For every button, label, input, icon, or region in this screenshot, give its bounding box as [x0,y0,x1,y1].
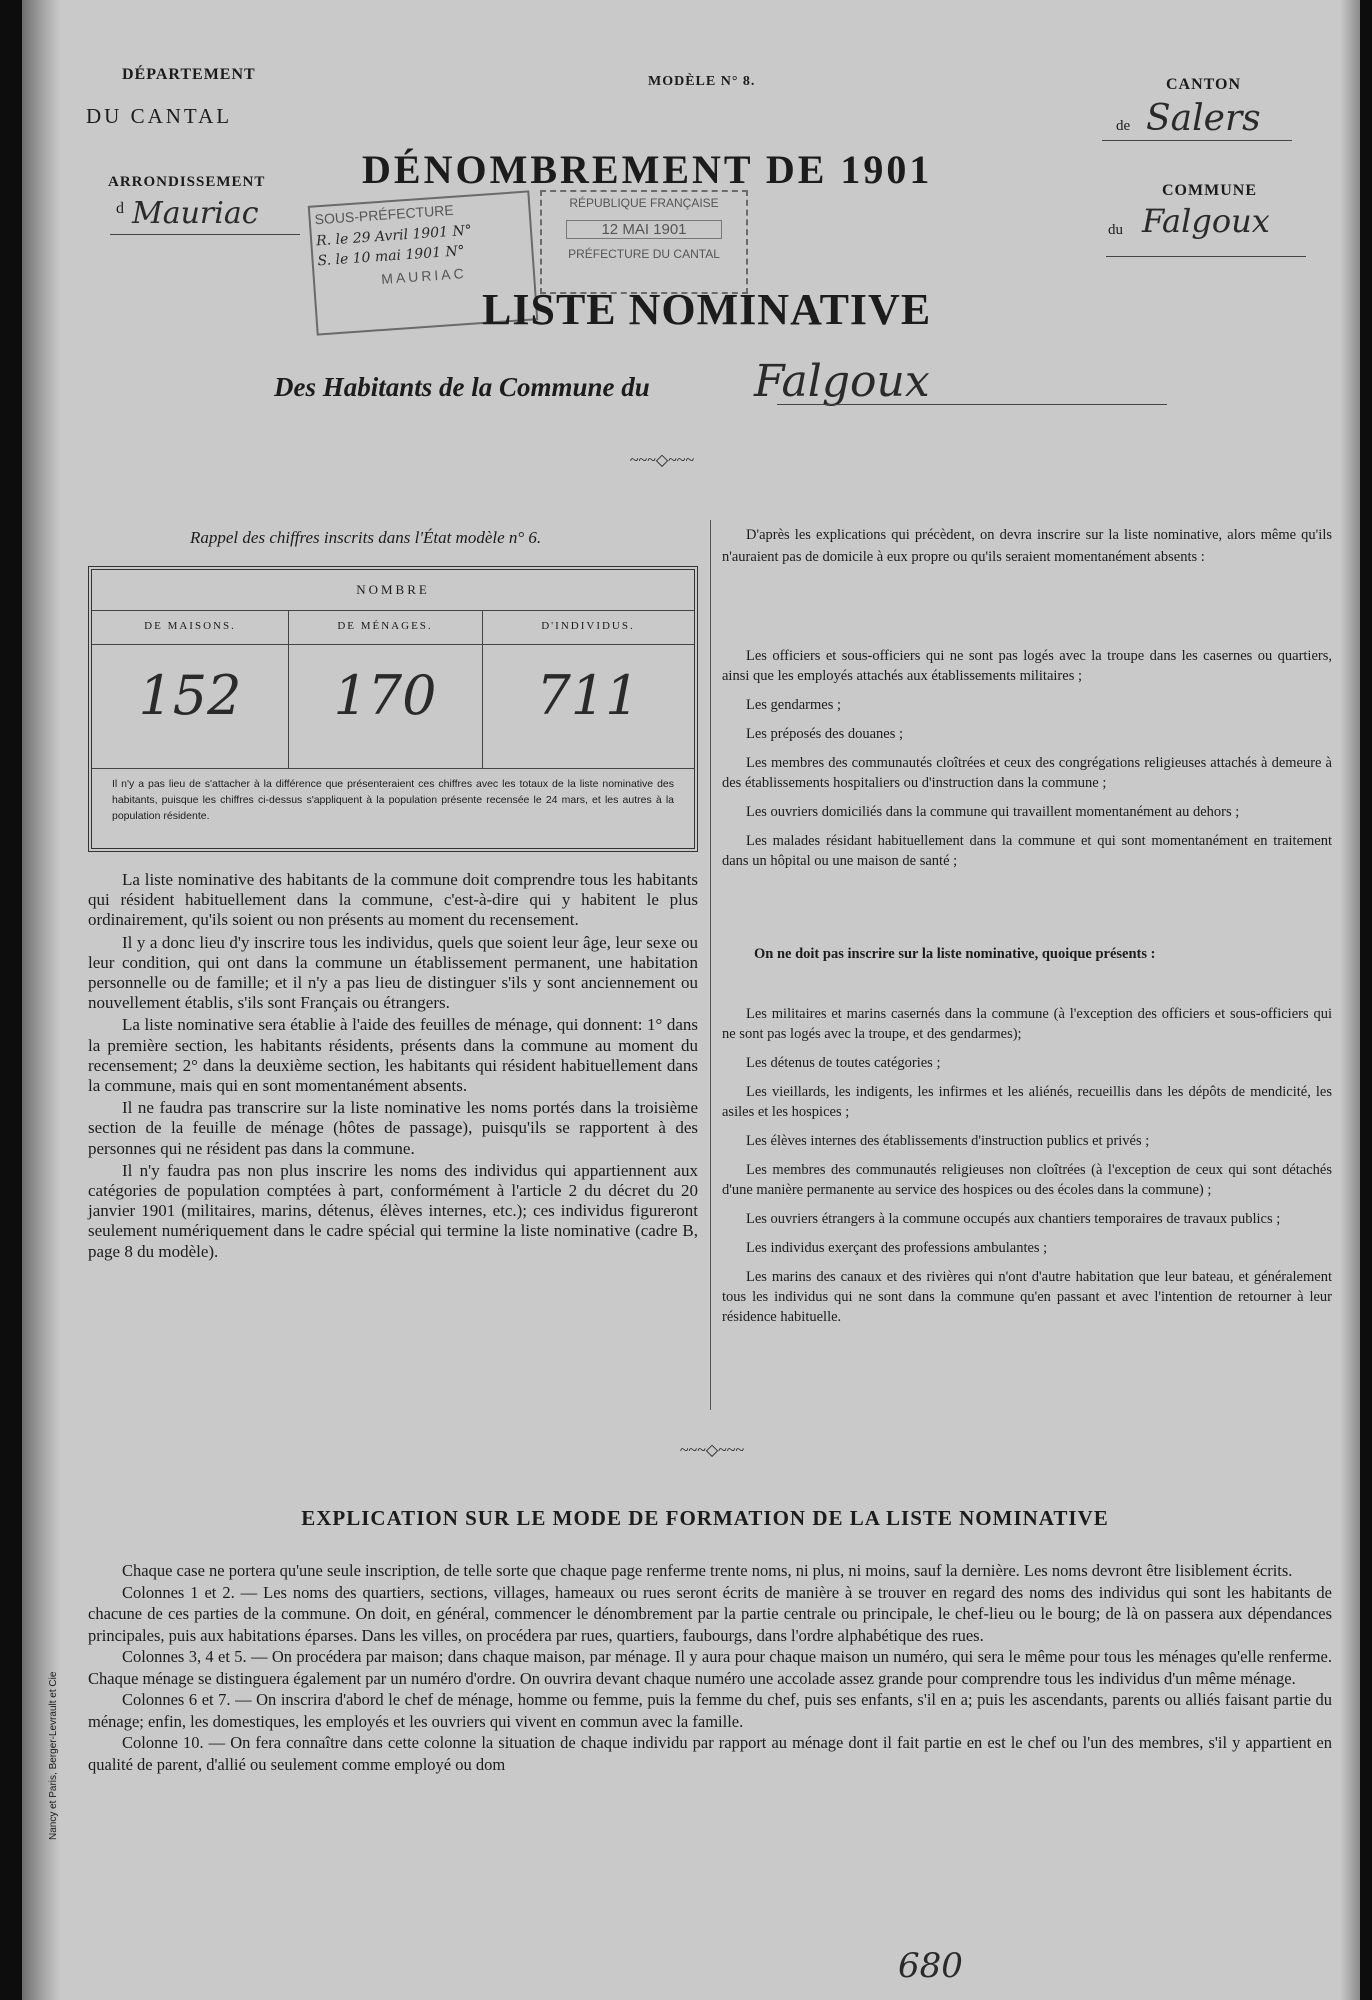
stamp-sous-prefecture-city: MAURIAC [380,265,468,287]
inscrire-list [722,646,1332,880]
printer-imprint: Nancy et Paris, Berger-Levrault et Cie [48,1671,59,1840]
arrondissement-label: ARRONDISSEMENT [108,174,266,190]
arrondissement-prefix: d [116,200,124,217]
recap-rule-3 [92,768,694,769]
recap-note: Il n'y a pas lieu de s'attacher à la différence que présenteraient ces chiffres avec les totaux de la liste nominative des habitants, puisque les chiffres ci-dessus s'appliquent à la population présente recensée le 24 mars, et les autres à la population résidente. [112,778,674,822]
exclusion-item: Les vieillards, les indigents, les infirmes et les aliénés, recueillis dans les dépôts de mendicité, les asiles et les hospices ; [722,1084,1332,1120]
recap-col-maisons: DE MAISONS. [144,620,236,632]
inscrire-item: Les malades résidant habituellement dans la commune et qui sont momentanément en traitement dans un hôpital ou une maison de santé ; [722,833,1332,869]
census-page [22,0,1360,2000]
habitants-label: Des Habitants de la Commune du [274,372,650,402]
explication-paragraph: Colonne 10. — On fera connaître dans cette colonne la situation de chaque individu par rapport au ménage dont il fait partie en est le chef ou l'un des membres, s'il y appartient en qualité de parent, d'allié ou seulement comme employé ou dom [88,1733,1332,1774]
habitants-underline [777,404,1167,405]
explication-heading: EXPLICATION SUR LE MODE DE FORMATION DE LA LISTE NOMINATIVE [301,1506,1109,1530]
inscrire-item: Les préposés des douanes ; [746,726,904,742]
exclusion-item: Les marins des canaux et des rivières qui n'ont d'autre habitation que leur bateau, et généralement tous les individus qui ne sont dans la commune qu'en passant et avec l'intention de retourner à leur résidence habituelle. [722,1269,1332,1325]
page-right-edge [1340,0,1360,2000]
stamp-sous-prefecture-line2: S. le 10 mai 1901 N° [317,243,466,270]
departement-name: DU CANTAL [86,104,233,128]
recap-value-individus: 711 [536,664,640,727]
liste-nominative-title: LISTE NOMINATIVE [482,285,932,334]
inscrire-intro [722,524,1332,568]
recap-rule-2 [92,644,694,645]
instructions-paragraph: Il y a donc lieu d'y inscrire tous les individus, quels que soient leur âge, leur sexe ou leur condition, qui ont dans la commune un établissement permanent, une habitation personnelle ou de famille; et il n'y a pas lieu de distinguer s'ils y sont anciennement ou nouvellement établis, s'ils sont Français ou étrangers. [88,932,698,1013]
ornament-middle: ~~~◇~~~ [679,1442,745,1459]
ornament-top: ~~~◇~~~ [629,452,695,469]
recap-col-individus: D'INDIVIDUS. [541,620,635,632]
prefecture-stamp [540,190,748,294]
exclusion-list [722,1004,1332,1336]
exclusion-heading: On ne doit pas inscrire sur la liste nominative, quoique présents : [754,946,1156,962]
exclusion-item: Les membres des communautés religieuses non cloîtrées (à l'exception de ceux qui sont détachés d'une manière permanente au service des hospices ou des écoles dans la commune) ; [722,1162,1332,1198]
modele-label: MODÈLE N° 8. [648,74,756,89]
recap-value-menages: 170 [333,664,437,727]
exclusion-item: Les individus exerçant des professions ambulantes ; [746,1240,1048,1256]
recap-value-maisons: 152 [138,664,242,727]
exclusion-item: Les élèves internes des établissements d'instruction publics et privés ; [746,1133,1150,1149]
recap-nombre-header: NOMBRE [356,582,430,597]
rappel-caption: Rappel des chiffres inscrits dans l'État modèle n° 6. [190,528,542,547]
instructions-paragraph: Il ne faudra pas transcrire sur la liste nominative les noms portés dans la troisième section de la feuille de ménage (hôtes de passage), puisqu'ils se rapportent à des personnes qui ne résident pas dans la commune. [88,1098,698,1158]
recap-table [88,566,698,852]
arrondissement-underline [110,234,300,235]
instructions-paragraph: Il n'y faudra pas non plus inscrire les noms des individus qui appartiennent aux catégories de population comptées à part, conformément à l'article 2 du décret du 20 janvier 1901 (militaires, marins, détenus, élèves internes, etc.); ces individus figureront seulement numériquement dans le cadre spécial qui termine la liste nominative (cadre B, page 8 du modèle). [88,1160,698,1261]
stamp-prefecture-republique: RÉPUBLIQUE FRANÇAISE [569,196,719,210]
commune-label: COMMUNE [1162,182,1257,199]
stamp-sous-prefecture-title: SOUS-PRÉFECTURE [314,201,455,228]
stamp-prefecture-date: 12 MAI 1901 [566,220,722,239]
recap-rule-1 [92,610,694,611]
inscrire-item: Les ouvriers domiciliés dans la commune qui travaillent momentanément au dehors ; [746,804,1240,820]
column-divider [710,520,711,1410]
commune-underline [1106,256,1306,257]
canton-label: CANTON [1166,76,1242,93]
document-title: DÉNOMBREMENT DE 1901 [362,147,933,192]
explication-paragraph: Chaque case ne portera qu'une seule inscription, de telle sorte que chaque page renferme trente noms, ni plus, ni moins, sauf la dernière. Les noms devront être lisiblement écrits. [122,1561,1293,1580]
canton-underline [1102,140,1292,141]
habitants-commune-value: Falgoux [754,356,930,407]
commune-value: Falgoux [1142,202,1270,240]
commune-prefix: du [1108,222,1123,238]
instructions-left [88,870,698,1262]
canton-value: Salers [1146,98,1261,139]
arrondissement-value: Mauriac [132,196,259,231]
instructions-paragraph: La liste nominative des habitants de la commune doit comprendre tous les habitants qui résident habituellement dans la commune, c'est-à-dire qui y habitent le plus ordinairement, qu'ils soient ou non présents au moment du recensement. [88,870,698,930]
inscrire-item: Les membres des communautés cloîtrées et ceux des congrégations religieuses attachés à demeure à des établissements hospitaliers ou d'instruction dans la commune ; [722,755,1332,791]
exclusion-item: Les détenus de toutes catégories ; [746,1055,941,1071]
departement-label: DÉPARTEMENT [122,66,256,83]
stamp-prefecture-name: PRÉFECTURE DU CANTAL [568,247,720,261]
explication-paragraph: Colonnes 1 et 2. — Les noms des quartiers, sections, villages, hameaux ou rues seront écrits de manière à se trouver en regard des noms des individus qui sont les habitants de chacune de ces parties de la commune. On doit, en général, commencer le dénombrement par la partie centrale ou principale, le chef-lieu ou le bourg; de là on passera aux dépendances principales, puis aux habitations éparses. Dans les villes, on procédera par rues, quartiers, faubourgs, dans l'ordre alphabétique des rues. [88,1582,1332,1645]
page-number: 680 [898,1946,963,1986]
canton-prefix: de [1116,118,1131,134]
explication-paragraph: Colonnes 6 et 7. — On inscrira d'abord le chef de ménage, homme ou femme, puis la femme du chef, puis ses enfants, s'il en a; puis les ascendants, parents ou alliés faisant partie du ménage; enfin, les domestiques, les employés et les ouvriers qui vivent en commun avec la famille. [88,1690,1332,1731]
stamp-sous-prefecture-line1: R. le 29 Avril 1901 N° [315,222,473,250]
inscrire-intro-text: D'après les explications qui précèdent, on devra inscrire sur la liste nominative, alors même qu'ils n'auraient pas de domicile à eux propre ou qu'ils seraient momentanément absents : [722,527,1332,565]
explication-paragraph: Colonnes 3, 4 et 5. — On procédera par maison; dans chaque maison, par ménage. Il y aura pour chaque maison un numéro, qui sera le même pour tous les ménages qu'elle renferme. Chaque ménage se distinguera également par un numéro d'ordre. On ouvrira devant chaque numéro une accolade assez grande pour comprendre tous les individus d'un même ménage. [88,1647,1332,1688]
instructions-paragraph: La liste nominative sera établie à l'aide des feuilles de ménage, qui donnent: 1° dans la première section, les habitants résidents, présents dans la commune au moment du recensement; 2° dans la deuxième section, les habitants qui résident habituellement dans la commune, mais qui en sont momentanément absents. [88,1015,698,1096]
exclusion-item: Les militaires et marins casernés dans la commune (à l'exception des officiers et sous-officiers qui ne sont pas logés avec la troupe, et des gendarmes); [722,1006,1332,1042]
inscrire-item: Les gendarmes ; [746,697,842,713]
explication-text [88,1560,1332,1775]
recap-col-menages: DE MÉNAGES. [337,620,433,632]
inscrire-item: Les officiers et sous-officiers qui ne sont pas logés avec la troupe dans les casernes ou quartiers, ainsi que les employés attachés aux établissements militaires ; [722,648,1332,684]
exclusion-item: Les ouvriers étrangers à la commune occupés aux chantiers temporaires de travaux publics ; [746,1211,1281,1227]
